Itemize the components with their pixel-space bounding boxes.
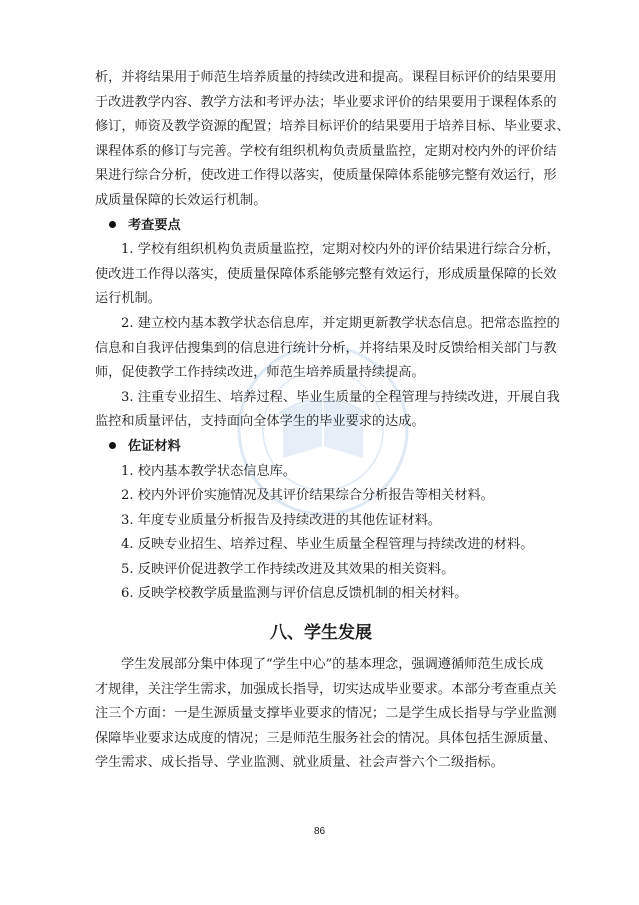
list-item: 5. 反映评价促进教学工作持续改进及其效果的相关资料。	[121, 561, 455, 577]
text-line: 监控和质量评估，支持面向全体学生的毕业要求的达成。	[95, 414, 425, 430]
check-point-2	[95, 312, 560, 386]
bullet-icon	[109, 221, 116, 228]
text-line: 师，促使教学工作持续改进，师范生培养质量持续提高。	[95, 365, 425, 381]
heading-text: 佐证材料	[128, 438, 181, 454]
check-point-3	[95, 386, 560, 435]
list-item: 4. 反映专业招生、培养过程、毕业生质量全程管理与持续改进的材料。	[121, 537, 534, 553]
text-line: 运行机制。	[95, 291, 161, 307]
section-paragraph	[95, 653, 557, 776]
check-point-1	[95, 238, 560, 312]
page-number: 86	[313, 826, 326, 837]
text-line: 1. 学校有组织机构负责质量监控，定期对校内外的评价结果进行综合分析，	[121, 242, 560, 258]
text-line: 3. 注重专业招生、培养过程、毕业生质量的全程管理与持续改进，开展自我	[121, 389, 560, 405]
text-line: 修订，师资及教学资源的配置；培养目标评价的结果要用于培养目标、毕业要求、	[95, 119, 570, 135]
list-item: 2. 校内外评价实施情况及其评价结果综合分析报告等相关材料。	[121, 488, 494, 504]
text-line: 使改进工作得以落实，使质量保障体系能够完整有效运行，形成质量保障的长效	[95, 266, 557, 282]
heading-evidence-materials	[95, 435, 547, 460]
text-line: 于改进教学内容、教学方法和考评办法；毕业要求评价的结果要用于课程体系的	[95, 94, 557, 110]
text-line: 学生发展部分集中体现了“学生中心”的基本理念，强调遵循师范生成长成	[121, 657, 544, 673]
text-line: 课程体系的修订与完善。学校有组织机构负责质量监控，定期对校内外的评价结	[95, 143, 557, 159]
text-line: 保障毕业要求达成度的情况；三是师范生服务社会的情况。具体包括生源质量、	[95, 730, 557, 746]
text-line: 才规律，关注学生需求，加强成长指导，切实达成毕业要求。本部分考查重点关	[95, 681, 557, 697]
heading-check-points	[95, 214, 547, 239]
bullet-icon	[109, 442, 116, 449]
list-item: 3. 年度专业质量分析报告及持续改进的其他佐证材料。	[121, 512, 442, 528]
text-line: 成质量保障的长效运行机制。	[95, 192, 267, 208]
list-item: 6. 反映学校教学质量监测与评价信息反馈机制的相关材料。	[121, 586, 468, 602]
list-item: 1. 校内基本教学状态信息库。	[121, 463, 297, 479]
text-line: 析，并将结果用于师范生培养质量的持续改进和提高。课程目标评价的结果要用	[95, 70, 557, 85]
text-line: 2. 建立校内基本教学状态信息库，并定期更新教学状态信息。把常态监控的	[121, 315, 560, 331]
heading-text: 考查要点	[128, 217, 181, 233]
intro-paragraph	[95, 66, 570, 214]
text-line: 信息和自我评估搜集到的信息进行统计分析，并将结果及时反馈给相关部门与教	[95, 340, 557, 356]
text-line: 注三个方面：一是生源质量支撑毕业要求的情况；二是学生成长指导与学业监测	[95, 706, 557, 722]
text-line: 果进行综合分析，使改进工作得以落实，使质量保障体系能够完整有效运行，形	[95, 168, 557, 184]
section-title: 八、学生发展	[270, 623, 372, 644]
materials-list	[95, 460, 547, 608]
document-body	[95, 66, 570, 776]
text-line: 学生需求、成长指导、学业监测、就业质量、社会声誉六个二级指标。	[95, 755, 504, 771]
